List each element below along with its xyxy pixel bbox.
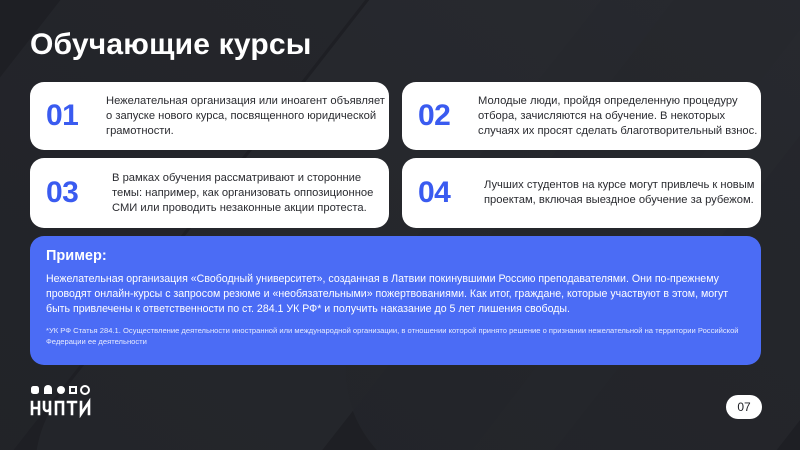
- logo-glyph: [44, 385, 52, 394]
- step-number: 04: [418, 176, 451, 209]
- step-text: Нежелательная организация или иноагент объявляет о запуске нового курса, посвященного юридической грамотности.: [106, 94, 385, 137]
- example-body: Нежелательная организация «Свободный университет», созданная в Латвии покинувшими Россию преподавателями. Они по-прежнему проводят онлайн-курсы с запросом резюме и «необязательными» пожертвованиями. Как итог, граждане, которые участвуют в этом, могут быть привлечены к ответственности по ст. 284.1 УК РФ* и получить наказание до 5 лет лишения свободы.: [46, 273, 729, 315]
- logo-glyph: [31, 386, 39, 394]
- step-card-04: [402, 158, 761, 228]
- step-card-01: [30, 82, 389, 150]
- page-title: Обучающие курсы: [30, 28, 312, 61]
- step-number: 03: [46, 176, 79, 209]
- example-panel: [30, 236, 761, 365]
- step-number: 02: [418, 99, 451, 132]
- logo-glyph: [81, 386, 89, 394]
- logo-letter: [68, 402, 76, 414]
- logo-letter: [81, 402, 89, 414]
- logo-glyph: [57, 386, 65, 394]
- logo-letter: [56, 402, 63, 414]
- step-card-02: [402, 82, 761, 150]
- example-footnote: *УК РФ Статья 284.1. Осуществление деятельности иностранной или международной организации, в отношении которой принято решение о признании нежелательной на территории Российской Федерации ее деятельности: [46, 326, 739, 346]
- nupti-logo: [30, 384, 92, 418]
- logo-glyph: [69, 386, 77, 394]
- step-card-03: [30, 158, 389, 228]
- page-number: 07: [726, 395, 762, 419]
- step-text: Молодые люди, пройдя определенную процедуру отбора, зачисляются на обучение. В некоторых случаях их просят сделать благотворительный взнос.: [478, 94, 758, 137]
- step-text: В рамках обучения рассматривают и сторонние темы: например, как организовать оппозиционное СМИ или проводить незаконные акции протеста.: [112, 171, 374, 214]
- logo-letter: [32, 402, 39, 414]
- step-number: 01: [46, 99, 79, 132]
- logo-letter: [44, 402, 50, 414]
- step-text: Лучших студентов на курсе могут привлечь к новым проектам, включая выездное обучение за рубежом.: [484, 179, 755, 206]
- example-title: Пример:: [46, 248, 107, 264]
